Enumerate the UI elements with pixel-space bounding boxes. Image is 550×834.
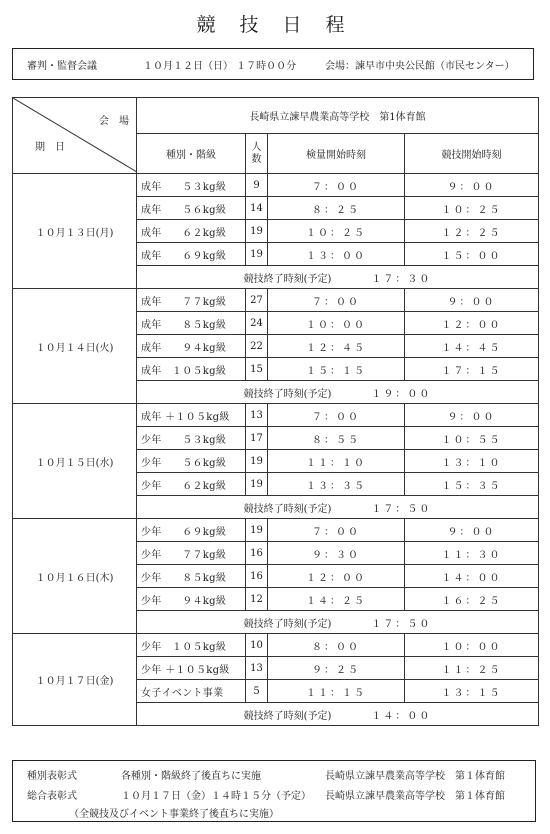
class-cell: 成年 ７７kg級 bbox=[137, 289, 246, 312]
end-time-cell bbox=[137, 703, 539, 726]
class-cell: 成年 ９４kg級 bbox=[137, 335, 246, 358]
ceremony2-venue: 長崎県立諫早農業高等学校 第１体育館 bbox=[325, 791, 505, 802]
count-cell: 13 bbox=[246, 657, 268, 680]
class-header: 種別・階級 bbox=[137, 134, 246, 174]
start-time-cell: ９：００ bbox=[405, 519, 539, 542]
weigh-in-time-cell: ８：００ bbox=[268, 634, 405, 657]
weigh-in-time-cell: １０：００ bbox=[268, 312, 405, 335]
ceremony1-venue: 長崎県立諫早農業高等学校 第１体育館 bbox=[325, 771, 505, 782]
day-date-cell: １０月１４日(火) bbox=[13, 289, 137, 404]
class-cell: 女子イベント事業 bbox=[137, 680, 246, 703]
class-cell: 少年 ７７kg級 bbox=[137, 542, 246, 565]
schedule-table bbox=[12, 97, 539, 726]
end-time-value: １７：５０ bbox=[371, 503, 432, 515]
page-title: 競 技 日 程 bbox=[196, 14, 354, 36]
meeting-label: 審判・監督会議 bbox=[27, 60, 97, 72]
class-cell: 成年 ６２kg級 bbox=[137, 220, 246, 243]
corner-date-label: 期 日 bbox=[35, 142, 65, 153]
class-cell: 成年 ＋１０５kg級 bbox=[137, 404, 246, 427]
count-cell: 22 bbox=[246, 335, 268, 358]
end-time-value: １９：００ bbox=[371, 388, 432, 400]
class-cell: 成年 １０５kg級 bbox=[137, 358, 246, 381]
weigh-in-time-cell: １３：００ bbox=[268, 243, 405, 266]
schedule-body bbox=[13, 174, 539, 726]
count-cell: 9 bbox=[246, 174, 268, 197]
end-time-cell bbox=[137, 496, 539, 519]
weigh-in-time-cell: ７：００ bbox=[268, 404, 405, 427]
start-time-cell: ９：００ bbox=[405, 289, 539, 312]
start-time-cell: １４：４５ bbox=[405, 335, 539, 358]
start-time-cell: １７：１５ bbox=[405, 358, 539, 381]
ceremony1-label: 種別表彰式 bbox=[27, 771, 77, 782]
corner-diagonal bbox=[13, 98, 137, 172]
class-cell: 少年 １０５kg級 bbox=[137, 634, 246, 657]
weigh-in-time-cell: ７：００ bbox=[268, 289, 405, 312]
ceremony2-note: （全競技及びイベント事業終了後直ちに実施） bbox=[69, 809, 279, 820]
start-time-cell: １５：３５ bbox=[405, 473, 539, 496]
weigh-in-time-cell: １４：２５ bbox=[268, 588, 405, 611]
schedule-row bbox=[13, 289, 539, 312]
corner-header-cell bbox=[13, 98, 137, 174]
class-cell: 少年 ＋１０５kg級 bbox=[137, 657, 246, 680]
end-time-label: 競技終了時刻(予定) bbox=[243, 503, 332, 515]
schedule-row bbox=[13, 519, 539, 542]
end-time-value: １７：５０ bbox=[371, 618, 432, 630]
start-time-cell: １０：２５ bbox=[405, 197, 539, 220]
count-cell: 24 bbox=[246, 312, 268, 335]
class-cell: 少年 ８５kg級 bbox=[137, 565, 246, 588]
schedule-row bbox=[13, 174, 539, 197]
weigh-in-time-cell: ７：００ bbox=[268, 174, 405, 197]
schedule-row bbox=[13, 634, 539, 657]
count-cell: 17 bbox=[246, 427, 268, 450]
class-cell: 成年 ８５kg級 bbox=[137, 312, 246, 335]
count-cell: 16 bbox=[246, 542, 268, 565]
start-time-cell: ９：００ bbox=[405, 404, 539, 427]
weigh-in-time-cell: １５：１５ bbox=[268, 358, 405, 381]
end-time-label: 競技終了時刻(予定) bbox=[243, 618, 332, 630]
start-time-cell: １０：００ bbox=[405, 634, 539, 657]
schedule-row bbox=[13, 404, 539, 427]
end-time-label: 競技終了時刻(予定) bbox=[243, 273, 332, 285]
day-date-cell: １０月１３日(月) bbox=[13, 174, 137, 289]
corner-venue-label: 会 場 bbox=[99, 116, 129, 127]
weigh-in-time-cell: １２：４５ bbox=[268, 335, 405, 358]
weigh-in-time-cell: １２：００ bbox=[268, 565, 405, 588]
end-time-label: 競技終了時刻(予定) bbox=[243, 388, 332, 400]
count-cell: 19 bbox=[246, 450, 268, 473]
class-cell: 成年 ６９kg級 bbox=[137, 243, 246, 266]
weigh-in-time-cell: １３：３５ bbox=[268, 473, 405, 496]
meeting-venue: 会場：諫早市中央公民館（市民センター） bbox=[325, 60, 515, 72]
count-cell: 10 bbox=[246, 634, 268, 657]
weigh-in-time-cell: １１：１０ bbox=[268, 450, 405, 473]
start-time-cell: １５：００ bbox=[405, 243, 539, 266]
meeting-box bbox=[12, 48, 534, 80]
ceremony2-label: 総合表彰式 bbox=[27, 791, 77, 802]
count-cell: 19 bbox=[246, 220, 268, 243]
ceremony2-detail: １０月１７日（金）１４時１５分（予定） bbox=[121, 791, 311, 802]
count-cell: 19 bbox=[246, 519, 268, 542]
start-time-cell: １２：２５ bbox=[405, 220, 539, 243]
class-cell: 成年 ５６kg級 bbox=[137, 197, 246, 220]
day-date-cell: １０月１７日(金) bbox=[13, 634, 137, 726]
end-time-value: １７：３０ bbox=[371, 273, 432, 285]
weigh-in-time-cell: １０：２５ bbox=[268, 220, 405, 243]
start-time-cell: １１：３０ bbox=[405, 542, 539, 565]
end-time-cell bbox=[137, 381, 539, 404]
start-time-cell: １３：１５ bbox=[405, 680, 539, 703]
meeting-datetime: １０月１２日（日） １７時００分 bbox=[143, 60, 297, 72]
weigh-in-time-cell: １１：１５ bbox=[268, 680, 405, 703]
weigh-in-time-cell: ９：２５ bbox=[268, 657, 405, 680]
class-cell: 少年 ６２kg級 bbox=[137, 473, 246, 496]
weigh-in-header: 検量開始時刻 bbox=[268, 134, 405, 174]
start-time-cell: １２：００ bbox=[405, 312, 539, 335]
end-time-value: １４：００ bbox=[371, 710, 432, 722]
class-cell: 少年 ５３kg級 bbox=[137, 427, 246, 450]
count-cell: 12 bbox=[246, 588, 268, 611]
count-cell: 19 bbox=[246, 243, 268, 266]
class-cell: 少年 ９４kg級 bbox=[137, 588, 246, 611]
end-time-label: 競技終了時刻(予定) bbox=[243, 710, 332, 722]
count-cell: 13 bbox=[246, 404, 268, 427]
start-time-cell: １６：２５ bbox=[405, 588, 539, 611]
start-time-cell: １３：１０ bbox=[405, 450, 539, 473]
weigh-in-time-cell: ７：００ bbox=[268, 519, 405, 542]
ceremony-box bbox=[12, 760, 536, 822]
start-time-cell: １０：５５ bbox=[405, 427, 539, 450]
weigh-in-time-cell: ９：３０ bbox=[268, 542, 405, 565]
count-cell: 16 bbox=[246, 565, 268, 588]
class-cell: 少年 ６９kg級 bbox=[137, 519, 246, 542]
day-date-cell: １０月１６日(木) bbox=[13, 519, 137, 634]
day-date-cell: １０月１５日(水) bbox=[13, 404, 137, 519]
count-header-line2: 数 bbox=[251, 153, 262, 165]
count-cell: 14 bbox=[246, 197, 268, 220]
weigh-in-time-cell: ８：２５ bbox=[268, 197, 405, 220]
start-time-cell: １４：００ bbox=[405, 565, 539, 588]
ceremony1-detail: 各種別・階級終了後直ちに実施 bbox=[121, 771, 261, 782]
start-time-cell: １１：２５ bbox=[405, 657, 539, 680]
count-cell: 19 bbox=[246, 473, 268, 496]
venue-header: 長崎県立諫早農業高等学校 第1体育館 bbox=[137, 98, 539, 134]
end-time-cell bbox=[137, 266, 539, 289]
end-time-cell bbox=[137, 611, 539, 634]
count-header bbox=[246, 134, 268, 174]
weigh-in-time-cell: ８：５５ bbox=[268, 427, 405, 450]
class-cell: 少年 ５６kg級 bbox=[137, 450, 246, 473]
count-cell: 15 bbox=[246, 358, 268, 381]
start-time-cell: ９：００ bbox=[405, 174, 539, 197]
count-header-line1: 人 bbox=[251, 141, 262, 153]
count-cell: 5 bbox=[246, 680, 268, 703]
class-cell: 成年 ５３kg級 bbox=[137, 174, 246, 197]
count-cell: 27 bbox=[246, 289, 268, 312]
start-time-header: 競技開始時刻 bbox=[405, 134, 539, 174]
